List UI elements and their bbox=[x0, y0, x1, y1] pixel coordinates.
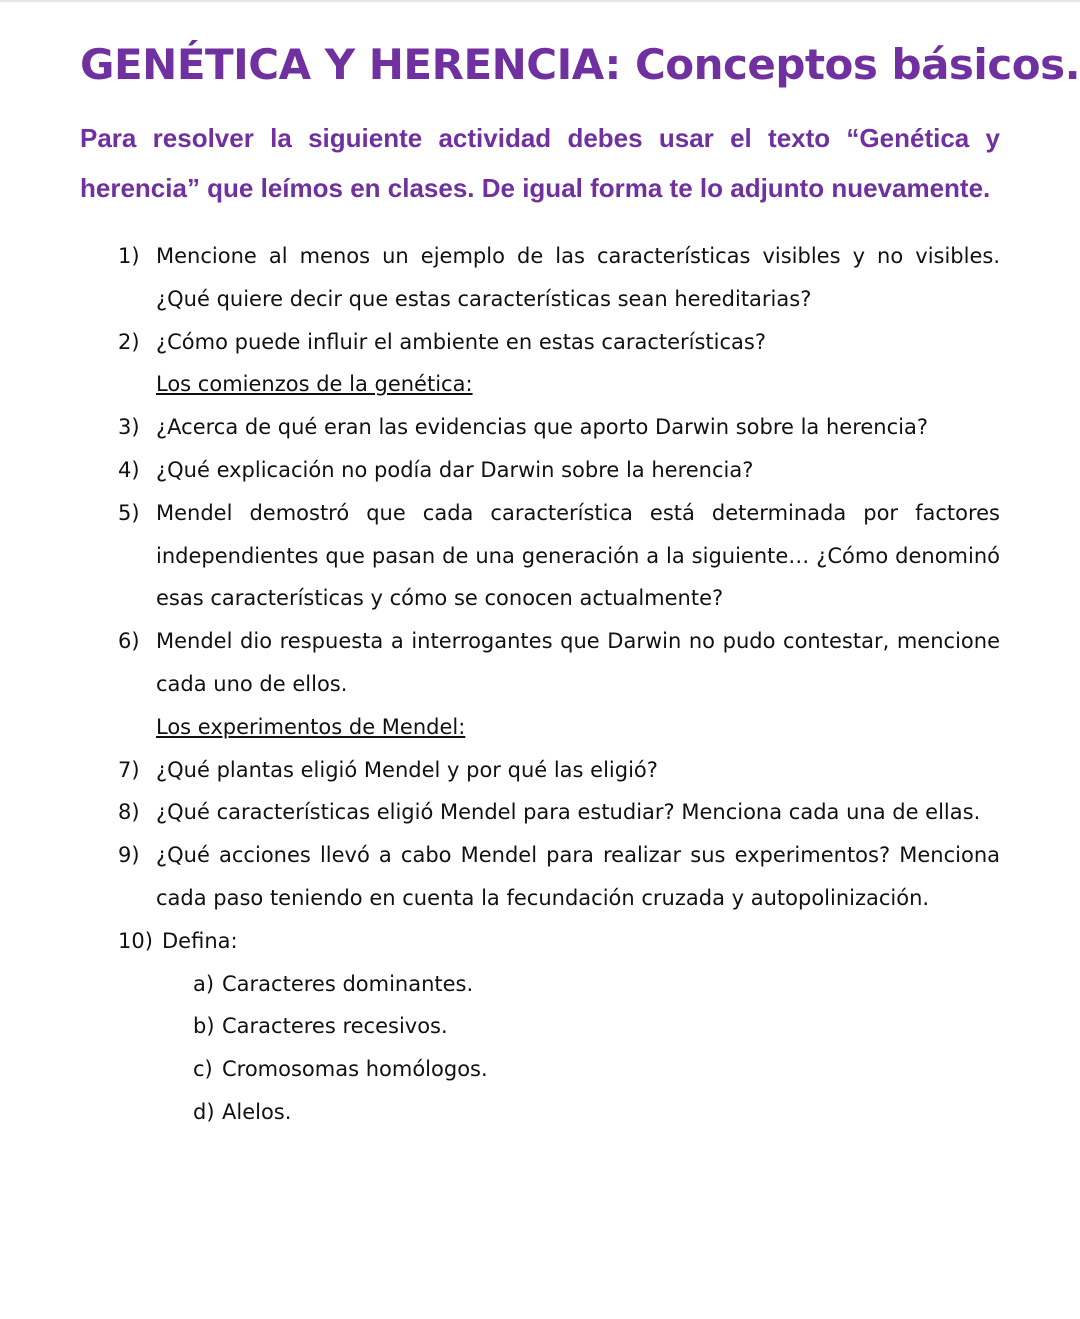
question-8 bbox=[80, 791, 1000, 834]
definition-letter: c) bbox=[193, 1057, 213, 1082]
section-heading-beginnings: Los comienzos de la genética: bbox=[156, 372, 473, 397]
question-text: Defina: bbox=[162, 928, 238, 953]
question-number: 6) bbox=[118, 629, 140, 654]
definition-text: Cromosomas homólogos. bbox=[222, 1057, 488, 1082]
question-text: Mendel demostró que cada característica está determinada por factores independientes que pasan de una generación a la siguiente… ¿Cómo denominó esas características y cómo se conocen actualmente? bbox=[156, 500, 1000, 611]
definition-list bbox=[80, 963, 1000, 1134]
question-text: ¿Qué plantas eligió Mendel y por qué las eligió? bbox=[156, 757, 658, 782]
question-number: 8) bbox=[118, 800, 140, 825]
question-3 bbox=[80, 406, 1000, 449]
question-number: 3) bbox=[118, 415, 140, 440]
question-number: 1) bbox=[118, 244, 140, 268]
question-text: Mendel dio respuesta a interrogantes que Darwin no pudo contestar, mencione cada uno de ellos. bbox=[156, 629, 1000, 696]
question-text: ¿Acerca de qué eran las evidencias que aporto Darwin sobre la herencia? bbox=[156, 415, 928, 440]
definition-item bbox=[80, 1091, 1000, 1134]
question-6 bbox=[80, 620, 1000, 706]
question-text: ¿Qué características eligió Mendel para estudiar? Menciona cada una de ellas. bbox=[156, 800, 981, 825]
definition-text: Caracteres recesivos. bbox=[222, 1014, 448, 1039]
question-text: Mencione al menos un ejemplo de las características visibles y no visibles. ¿Qué quiere decir que estas características sean hereditarias? bbox=[156, 244, 1000, 311]
definition-letter: b) bbox=[193, 1014, 215, 1039]
question-4 bbox=[80, 449, 1000, 492]
question-number: 10) bbox=[118, 928, 153, 953]
question-text: ¿Cómo puede influir el ambiente en estas características? bbox=[156, 329, 767, 354]
definition-item bbox=[80, 1005, 1000, 1048]
question-number: 5) bbox=[118, 500, 140, 525]
question-number: 7) bbox=[118, 757, 140, 782]
question-number: 4) bbox=[118, 457, 140, 482]
question-number: 2) bbox=[118, 329, 140, 354]
definition-item bbox=[80, 1048, 1000, 1091]
definition-text: Caracteres dominantes. bbox=[222, 971, 474, 996]
question-text: ¿Qué acciones llevó a cabo Mendel para realizar sus experimentos? Menciona cada paso teniendo en cuenta la fecundación cruzada y autopolinización. bbox=[156, 843, 1000, 910]
question-1 bbox=[80, 235, 1000, 321]
definition-letter: d) bbox=[193, 1099, 215, 1124]
question-7 bbox=[80, 749, 1000, 792]
definition-item bbox=[80, 963, 1000, 1006]
definition-text: Alelos. bbox=[222, 1099, 292, 1124]
question-5 bbox=[80, 492, 1000, 620]
page-title: GENÉTICA Y HERENCIA: Conceptos básicos. bbox=[80, 40, 1080, 89]
question-2 bbox=[80, 321, 1000, 364]
question-9 bbox=[80, 834, 1000, 920]
question-list bbox=[80, 235, 1000, 1134]
section-heading-experiments: Los experimentos de Mendel: bbox=[156, 714, 466, 739]
question-10 bbox=[80, 920, 1000, 963]
definition-letter: a) bbox=[193, 971, 215, 996]
intro-paragraph: Para resolver la siguiente actividad debes usar el texto “Genética y herencia” que leímos en clases. De igual forma te lo adjunto nuevamente. bbox=[80, 123, 1000, 203]
question-text: ¿Qué explicación no podía dar Darwin sobre la herencia? bbox=[156, 457, 754, 482]
question-number: 9) bbox=[118, 843, 140, 868]
